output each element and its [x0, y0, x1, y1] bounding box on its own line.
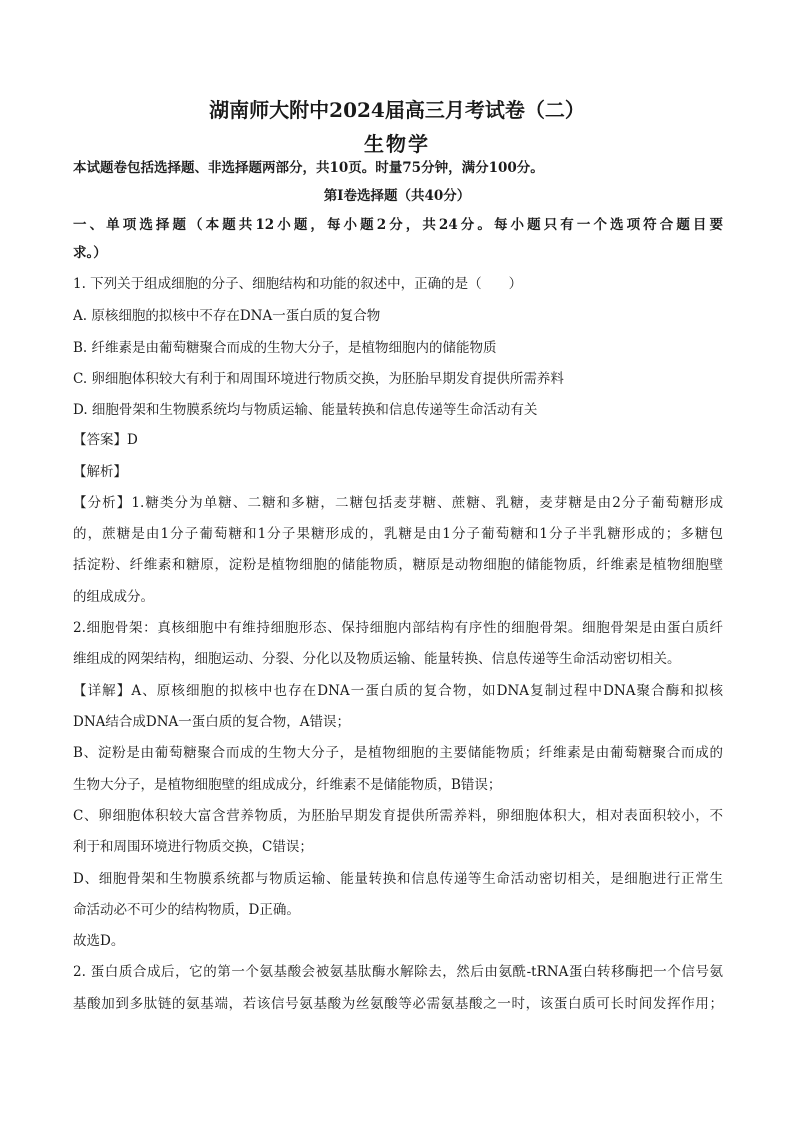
detail-text: C、卵细胞体积较大富含营养物质，为胚胎早期发育提供所需养料，卵细胞体积大，相对表面积较小，不: [73, 808, 723, 824]
detail-text: D、细胞骨架和生物膜系统都与物质运输、能量转换和信息传递等生命活动密切相关，是细胞进行正常生: [73, 871, 723, 887]
detail-text: 【详解】A、原核细胞的拟核中也存在DNA一蛋白质的复合物，如DNA复制过程中DNA聚合酶和拟核: [73, 683, 723, 699]
analysis-text: 的，蔗糖是由1分子葡萄糖和1分子果糖形成的，乳糖是由1分子葡萄糖和1分子半乳糖形成的；多糖包: [73, 526, 723, 542]
detail-text: B、淀粉是由葡萄糖聚合而成的生物大分子，是植物细胞的主要储能物质；纤维素是由葡萄糖聚合而成的: [73, 745, 723, 761]
question-1-option-c: C. 卵细胞体积较大有利于和周围环境进行物质交换，为胚胎早期发育提供所需养料: [73, 371, 564, 387]
answer-line: 【答案】D: [73, 432, 138, 448]
analysis-text: 的组成成分。: [73, 589, 154, 605]
exam-summary: 本试题卷包括选择题、非选择题两部分，共10页。时量75分钟，满分100分。: [73, 160, 544, 176]
detail-text: 生物大分子，是植物细胞壁的组成成分，纤维素不是储能物质，B错误；: [73, 777, 502, 793]
question-1-option-a: A. 原核细胞的拟核中不存在DNA一蛋白质的复合物: [73, 308, 381, 324]
question-1-option-b: B. 纤维素是由葡萄糖聚合而成的生物大分子，是植物细胞内的储能物质: [73, 340, 497, 356]
subject-title: 生物学: [364, 132, 430, 156]
analysis-text: 维组成的网架结构，细胞运动、分裂、分化以及物质运输、能量转换、信息传递等生命活动密切相关。: [73, 651, 681, 667]
section-heading-cont: 求。）: [73, 245, 107, 261]
question-2-stem: 基酸加到多肽链的氨基端，若该信号氨基酸为丝氨酸等必需氨基酸之一时，该蛋白质可长时间发挥作用；: [73, 996, 723, 1012]
exam-title: 湖南师大附中2024届高三月考试卷（二）: [209, 98, 585, 122]
question-1-option-d: D. 细胞骨架和生物膜系统均与物质运输、能量转换和信息传递等生命活动有关: [73, 402, 538, 418]
detail-text: 利于和周围环境进行物质交换，C错误；: [73, 839, 313, 855]
detail-text: DNA结合成DNA一蛋白质的复合物，A错误；: [73, 714, 351, 730]
section-heading: 一、单项选择题（本题共12小题，每小题2分，共24分。每小题只有一个选项符合题目要: [73, 217, 723, 233]
analysis-text: 2.细胞骨架：真核细胞中有维持细胞形态、保持细胞内部结构有序性的细胞骨架。细胞骨架是由蛋白质纤: [73, 620, 723, 636]
conclusion-text: 故选D。: [73, 933, 125, 949]
detail-text: 命活动必不可少的结构物质，D正确。: [73, 902, 300, 918]
analysis-text: 【分析】1.糖类分为单糖、二糖和多糖，二糖包括麦芽糖、蔗糖、乳糖，麦芽糖是由2分子葡萄糖形成: [73, 495, 723, 511]
analysis-label: 【解析】: [73, 464, 127, 480]
analysis-text: 括淀粉、纤维素和糖原，淀粉是植物细胞的储能物质，糖原是动物细胞的储能物质，纤维素是植物细胞壁: [73, 557, 723, 573]
question-1-stem: 1. 下列关于组成细胞的分子、细胞结构和功能的叙述中，正确的是（ ）: [73, 276, 523, 292]
question-2-stem: 2. 蛋白质合成后，它的第一个氨基酸会被氨基肽酶水解除去，然后由氨酰-tRNA蛋白转移酶把一个信号氨: [73, 964, 723, 980]
part-title: 第Ⅰ卷选择题（共40分）: [323, 188, 471, 204]
